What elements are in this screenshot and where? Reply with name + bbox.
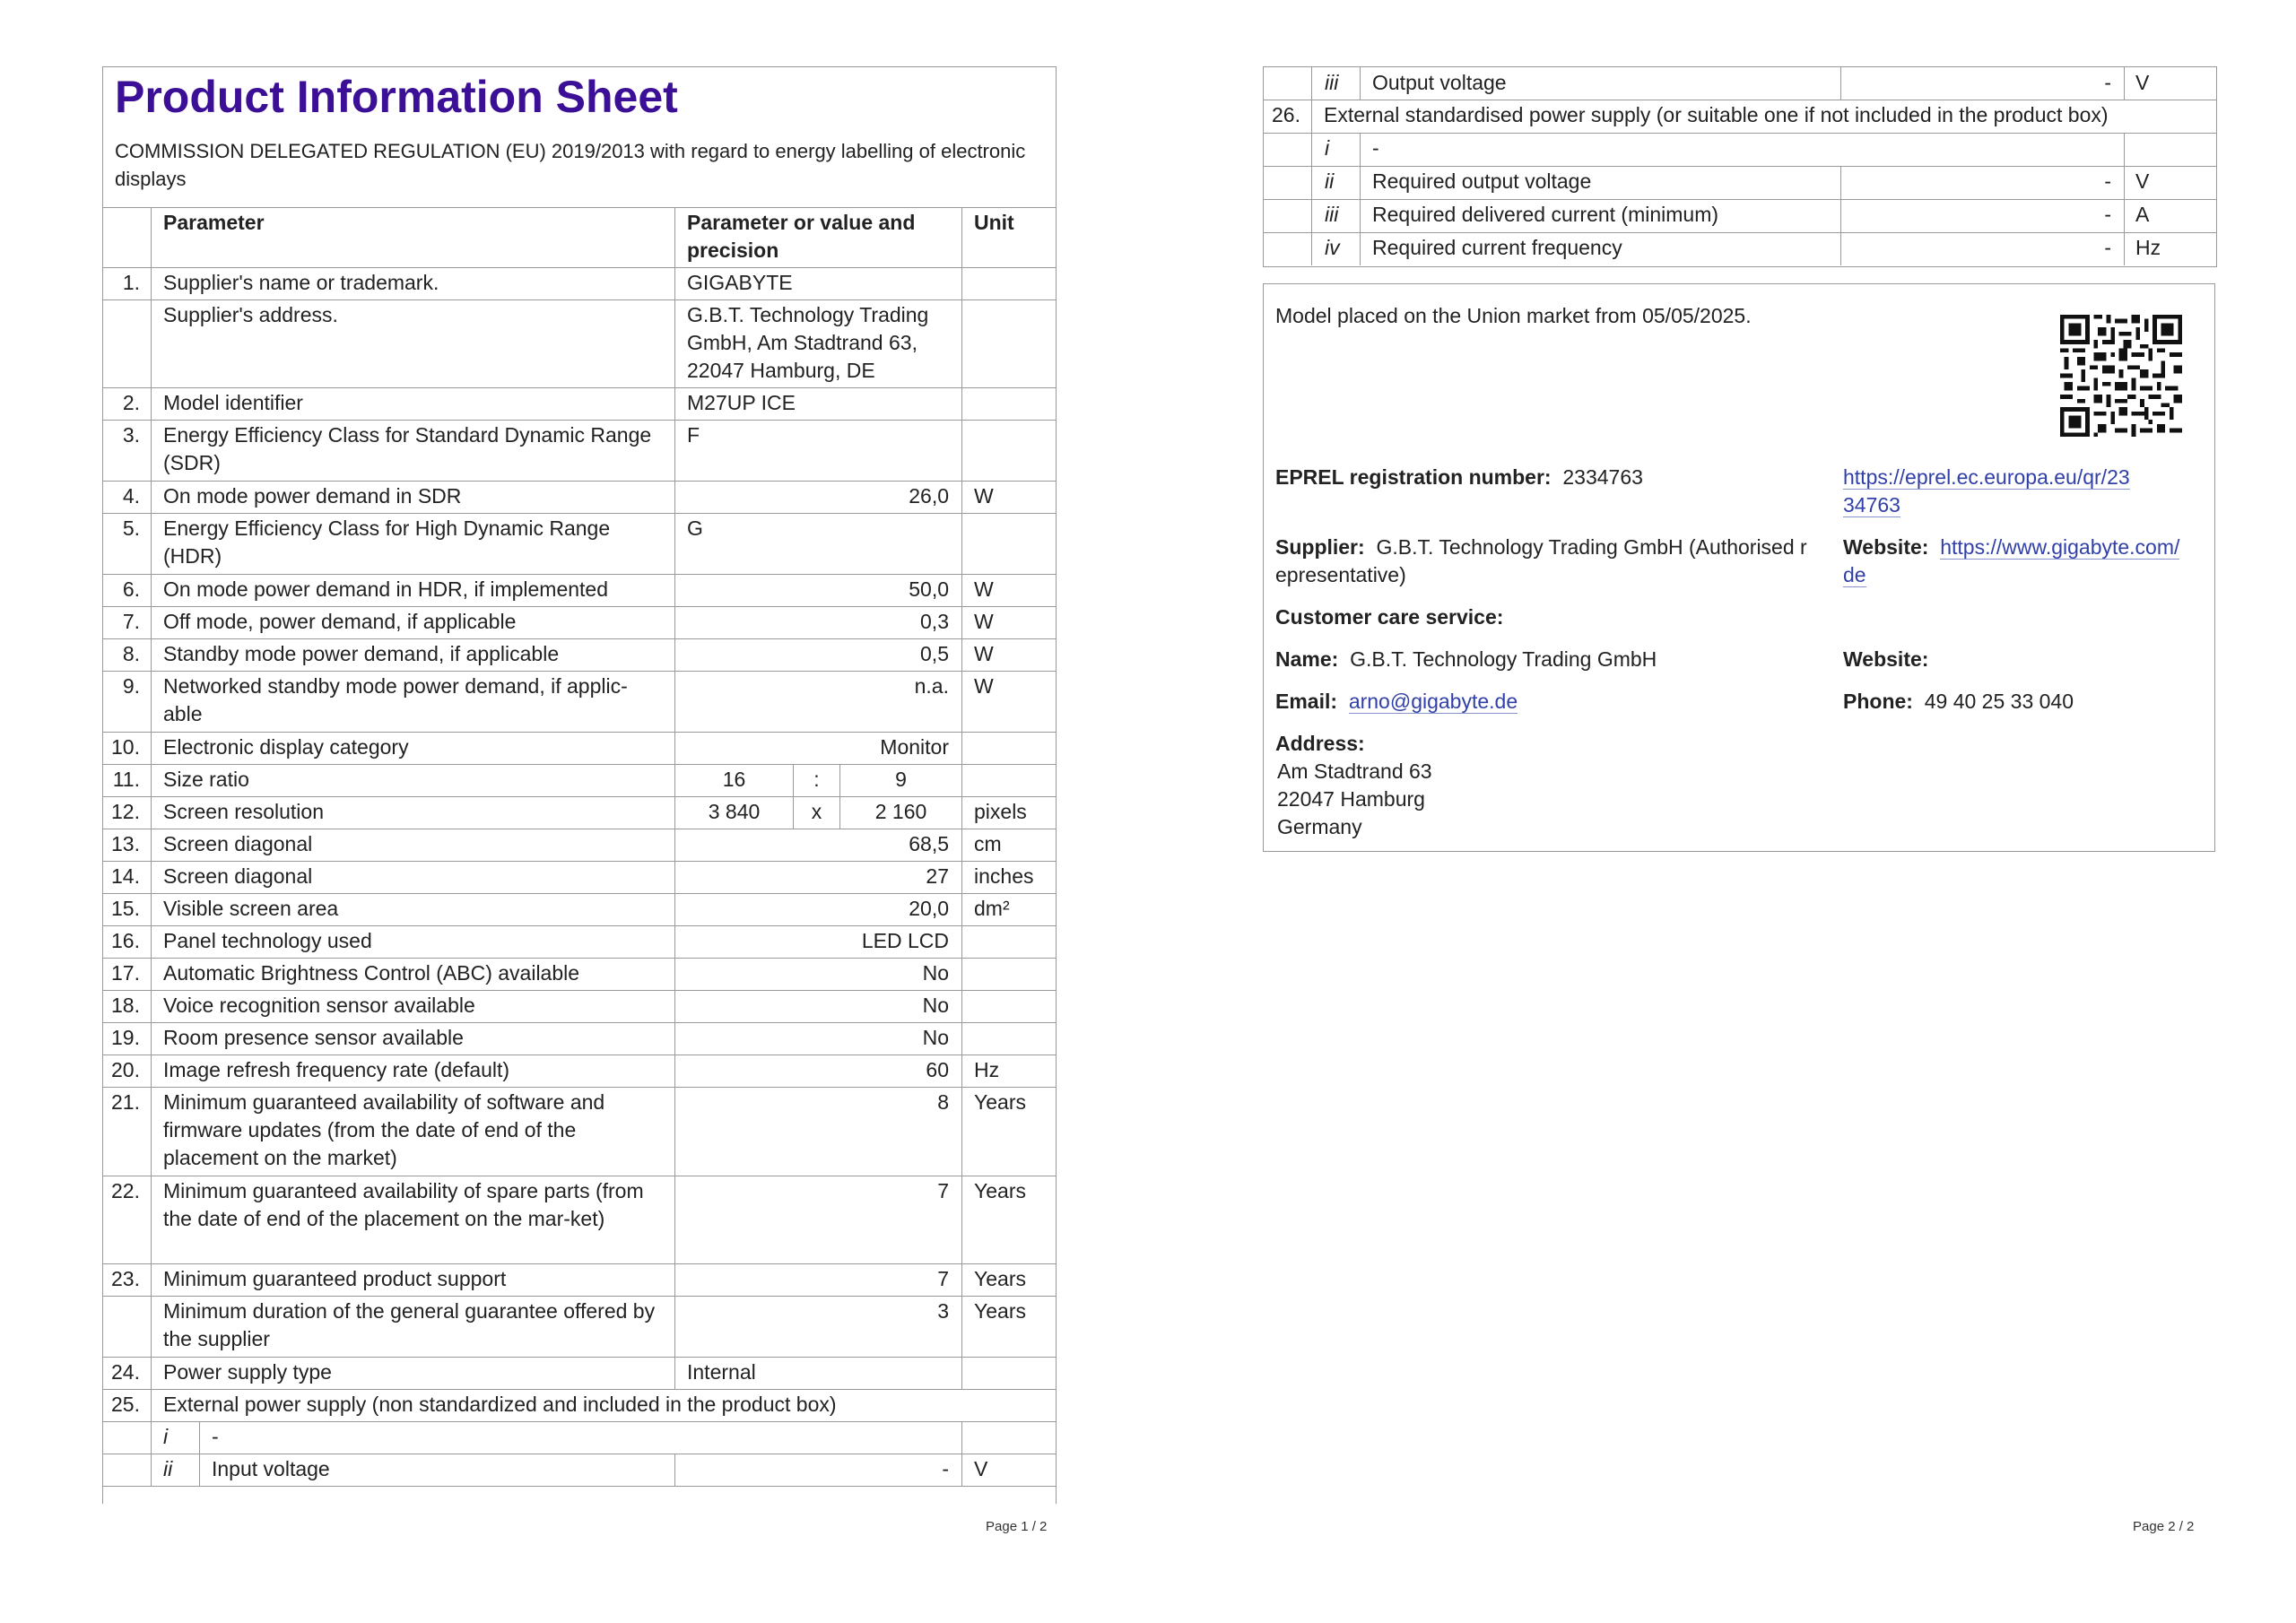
table-row: 8. Standby mode power demand, if applicable 0,5 W <box>103 638 1056 672</box>
eprel-registration <box>1275 464 1643 491</box>
address-line: 22047 Hamburg <box>1277 787 1425 811</box>
table-row: iv Required current frequency - Hz <box>1264 232 2216 265</box>
eprel-number: 2334763 <box>1562 465 1643 489</box>
page-title: Product Information Sheet <box>115 72 678 122</box>
table-row: 11. Size ratio 16 : 9 <box>103 764 1056 797</box>
customer-care-email: Email: arno@gigabyte.de <box>1275 690 1518 713</box>
table-row: i - <box>1264 133 2216 167</box>
customer-care-name: Name: G.B.T. Technology Trading GmbH <box>1275 647 1657 671</box>
website-link-line1[interactable]: https://www.gigabyte.com/ <box>1940 535 2180 559</box>
table-row: 14. Screen diagonal 27 inches <box>103 861 1056 894</box>
table-row: 5. Energy Efficiency Class for High Dynamic Range (HDR) G <box>103 513 1056 575</box>
table-row: 10. Electronic display category Monitor <box>103 732 1056 765</box>
table-row: ii Input voltage - V <box>103 1454 1056 1487</box>
table-header <box>103 207 1056 268</box>
model-placed-text: Model placed on the Union market from 05/05/2025. <box>1275 304 1752 327</box>
table-row: 24. Power supply type Internal <box>103 1357 1056 1390</box>
table-row: 19. Room presence sensor available No <box>103 1022 1056 1055</box>
table-row: 26. External standardised power supply (or suitable one if not included in the product box) <box>1264 100 2216 134</box>
regulation-text: COMMISSION DELEGATED REGULATION (EU) 2019/2013 with regard to energy labelling of electronic displays <box>115 140 1026 190</box>
table-row: 4. On mode power demand in SDR 26,0 W <box>103 481 1056 514</box>
website-link-line2[interactable]: de <box>1843 563 1866 586</box>
supplier-value-line2: epresentative) <box>1275 563 1406 586</box>
website-label: Website: <box>1843 535 1929 559</box>
table-row: 12. Screen resolution 3 840 x 2 160 pixels <box>103 796 1056 829</box>
header-unit: Unit <box>974 211 1014 234</box>
supplier-website <box>1843 534 2179 589</box>
table-row: 2. Model identifier M27UP ICE <box>103 387 1056 421</box>
sheet-header <box>103 67 1056 208</box>
address-block <box>1277 758 1432 841</box>
table-row: Supplier's address. G.B.T. Technology Trading GmbH, Am Stadtrand 63, 22047 Hamburg, DE <box>103 299 1056 388</box>
eprel-link[interactable]: https://eprel.ec.europa.eu/qr/23 34763 <box>1843 465 2130 516</box>
header-parameter: Parameter <box>152 207 675 267</box>
table-row: 13. Screen diagonal 68,5 cm <box>103 829 1056 862</box>
table-row: ii Required output voltage - V <box>1264 166 2216 200</box>
supplier-label: Supplier: <box>1275 535 1365 559</box>
table-row: 20. Image refresh frequency rate (default) 60 Hz <box>103 1055 1056 1088</box>
customer-care-website: Website: <box>1843 647 1929 671</box>
table-row: 1. Supplier's name or trademark. GIGABYTE <box>103 267 1056 300</box>
address-label: Address: <box>1275 732 1365 755</box>
table-row: 7. Off mode, power demand, if applicable 0,3 W <box>103 606 1056 639</box>
table-row: iii Required delivered current (minimum) - A <box>1264 199 2216 233</box>
table-row: 21. Minimum guaranteed availability of software and firmware updates (from the date of end of the placement on the market) 8 Years <box>103 1087 1056 1176</box>
table-row: 9. Networked standby mode power demand, if applic-able n.a. W <box>103 671 1056 733</box>
page-number: Page 1 / 2 <box>986 1519 1048 1534</box>
table-row: 18. Voice recognition sensor available No <box>103 990 1056 1023</box>
table-row: 3. Energy Efficiency Class for Standard Dynamic Range (SDR) F <box>103 420 1056 482</box>
customer-care-phone: Phone: 49 40 25 33 040 <box>1843 690 2074 713</box>
table-row: Minimum duration of the general guarantee offered by the supplier 3 Years <box>103 1296 1056 1358</box>
page-number: Page 2 / 2 <box>2133 1519 2195 1534</box>
power-supply-table <box>1263 66 2217 267</box>
table-row: 6. On mode power demand in HDR, if implemented 50,0 W <box>103 574 1056 607</box>
table-row: 16. Panel technology used LED LCD <box>103 925 1056 959</box>
qr-code-icon[interactable] <box>2060 315 2182 437</box>
customer-care-heading: Customer care service: <box>1275 605 1504 629</box>
supplier-value-line1: G.B.T. Technology Trading GmbH (Authorised r <box>1376 535 1807 559</box>
eprel-label: EPREL registration number: <box>1275 465 1552 489</box>
address-line: Germany <box>1277 815 1362 838</box>
product-info-table <box>102 66 1057 1504</box>
table-row: iii Output voltage - V <box>1264 67 2216 100</box>
table-row: 17. Automatic Brightness Control (ABC) available No <box>103 958 1056 991</box>
supplier-info <box>1275 534 1807 589</box>
header-value: Parameter or value and precision <box>675 207 962 267</box>
table-row: i - <box>103 1421 1056 1454</box>
address-line: Am Stadtrand 63 <box>1277 759 1432 783</box>
eprel-info-box <box>1263 283 2215 852</box>
table-row: 23. Minimum guaranteed product support 7 Years <box>103 1263 1056 1297</box>
table-row: 15. Visible screen area 20,0 dm² <box>103 893 1056 926</box>
email-link[interactable]: arno@gigabyte.de <box>1348 690 1518 713</box>
table-row: 22. Minimum guaranteed availability of spare parts (from the date of end of the placement on the mar-ket) 7 Years <box>103 1176 1056 1264</box>
table-row: 25. External power supply (non standardized and included in the product box) <box>103 1389 1056 1422</box>
